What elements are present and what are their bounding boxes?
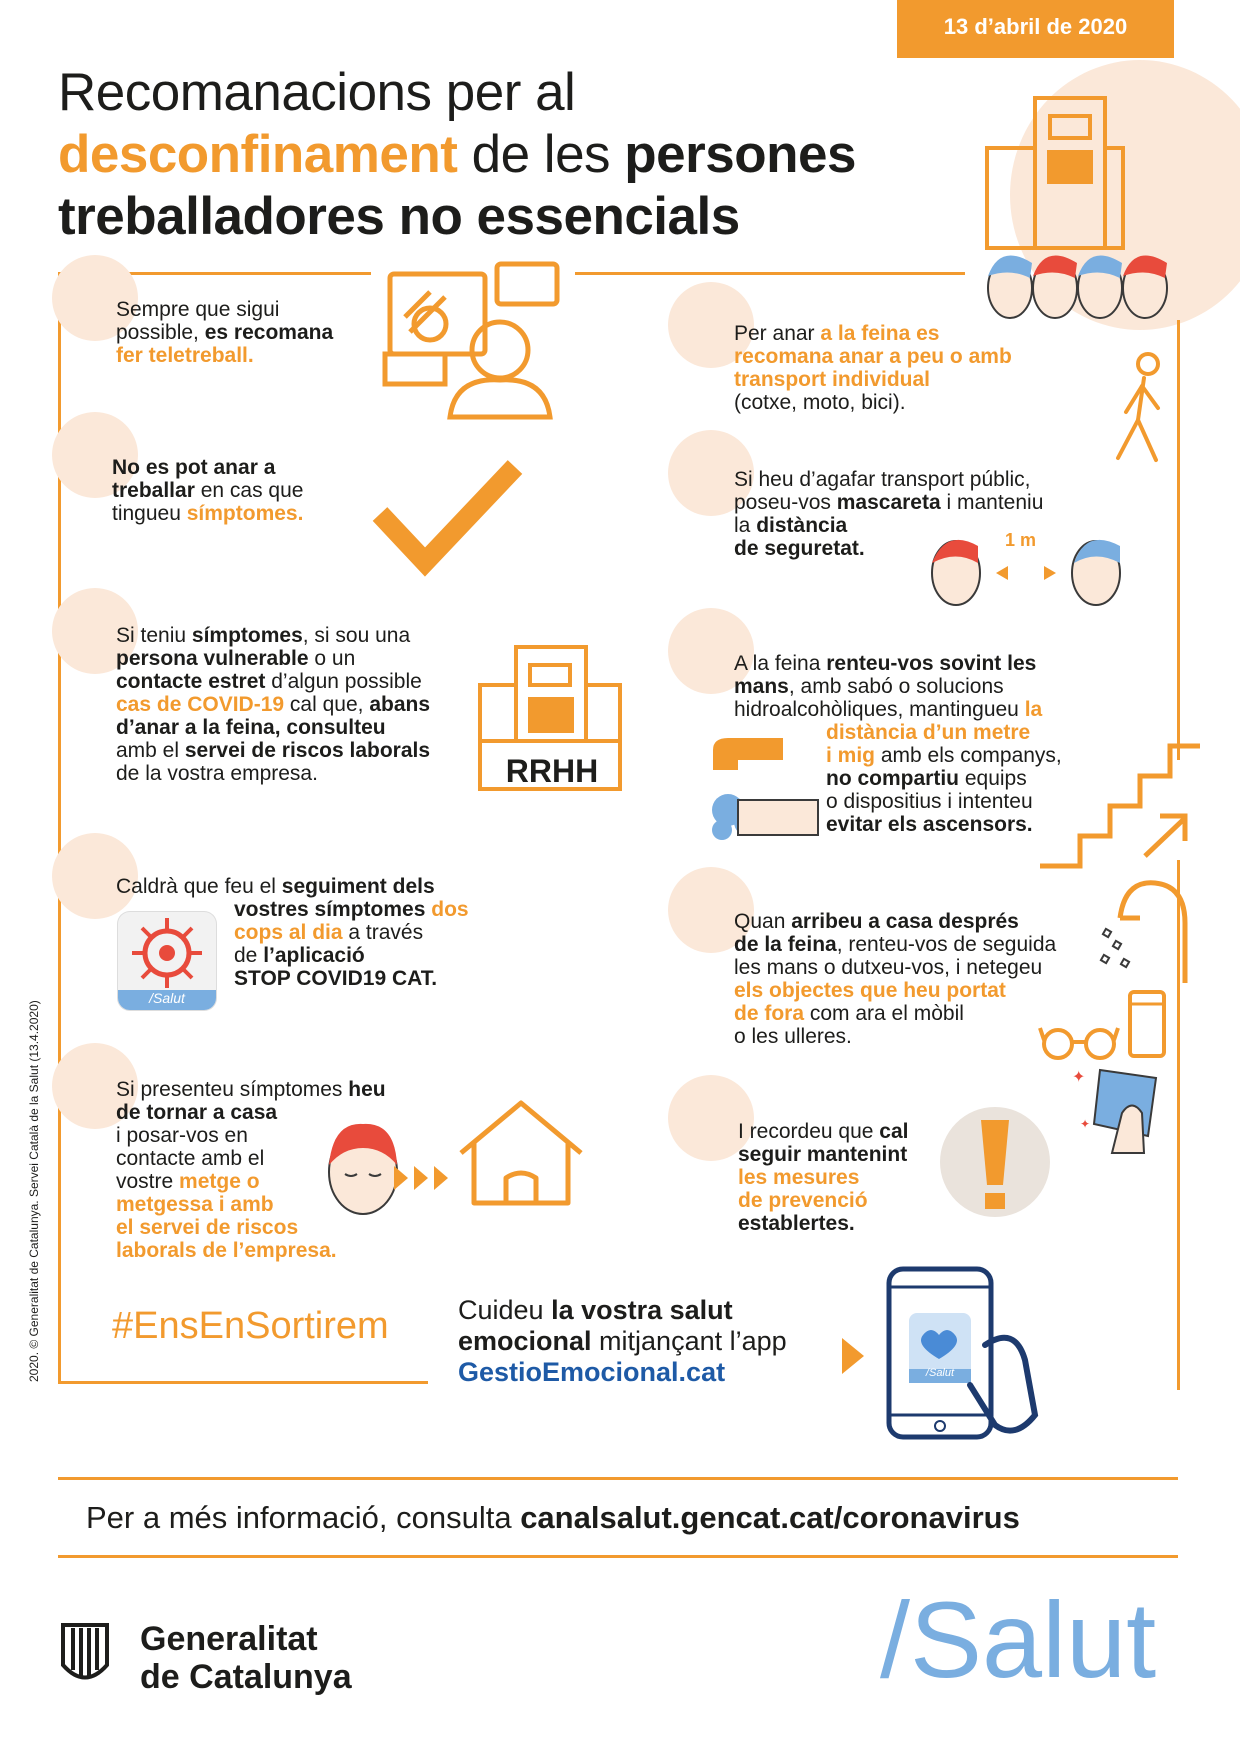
mobile-phone-icon	[1128, 990, 1168, 1060]
text-segment: es recomana	[204, 321, 334, 344]
recommendation-remember	[738, 1120, 908, 1235]
text-segment: poseu-vos	[734, 491, 837, 514]
text-segment: o les ulleres.	[734, 1025, 852, 1048]
text-segment: contacte estret	[116, 670, 266, 693]
text-segment: de fora	[734, 1002, 805, 1025]
text-segment: Per anar	[734, 322, 821, 345]
text-segment: heu	[348, 1078, 386, 1101]
text-segment: cal que,	[284, 693, 370, 716]
text-segment: la	[734, 514, 757, 537]
text-segment: No es pot anar a	[112, 456, 276, 479]
text-segment: mascareta	[836, 491, 941, 514]
emotional-line2	[458, 1326, 787, 1357]
text-segment: metge o	[179, 1170, 260, 1193]
text-segment: servei de riscos laborals	[184, 739, 431, 762]
stopcovid-app-label: /Salut	[149, 990, 185, 1006]
telework-icon	[385, 262, 575, 422]
recommendation-hygiene-b	[826, 721, 1062, 836]
smartphone-icon	[885, 1265, 1055, 1445]
text-segment: l’aplicació	[263, 944, 365, 967]
checkmark-icon	[375, 462, 525, 572]
recommendation-home-clean	[734, 910, 1056, 1048]
text-segment: , si sou una	[302, 624, 411, 647]
title-line2-bold: persones	[624, 125, 856, 184]
emotional-line1-b: la vostra salut	[551, 1295, 733, 1325]
title-highlight: desconfinament	[58, 125, 458, 184]
text-segment: distància d’un metre	[826, 721, 1031, 744]
text-segment: cas de COVID-19	[116, 693, 285, 716]
text-segment: evitar els ascensors.	[826, 813, 1033, 836]
emotional-app-link[interactable]: GestioEmocional.cat	[458, 1357, 726, 1387]
text-segment: possible,	[116, 321, 205, 344]
emotional-line2-a: emocional	[458, 1326, 592, 1356]
title-line3: treballadores no essencials	[58, 187, 740, 246]
text-segment: vostres símptomes	[234, 898, 432, 921]
text-segment: equips	[959, 767, 1027, 790]
svg-text:✦: ✦	[1080, 1117, 1091, 1131]
shower-icon	[1100, 878, 1200, 988]
side-credit: 2020. © Generalitat de Catalunya. Servei Català de la Salut (13.4.2020)	[27, 1000, 41, 1382]
text-segment: A la feina	[734, 652, 827, 675]
text-segment: la	[1024, 698, 1043, 721]
workers-group-icon	[980, 238, 1180, 328]
text-segment: establertes.	[738, 1212, 855, 1235]
text-segment: dos	[431, 898, 469, 921]
generalitat-logo-text	[140, 1620, 352, 1696]
emotional-line1-a: Cuideu	[458, 1295, 552, 1325]
text-segment: de tornar a casa	[116, 1101, 278, 1124]
text-segment: d’algun possible	[265, 670, 422, 693]
text-segment: el servei de riscos	[116, 1216, 299, 1239]
title-line2	[58, 124, 958, 186]
text-segment: les mesures	[738, 1166, 860, 1189]
text-segment: (cotxe, moto, bici).	[734, 391, 906, 414]
text-segment: de seguretat.	[734, 537, 865, 560]
text-segment: I recordeu que	[738, 1120, 880, 1143]
text-segment: laborals de l’empresa.	[116, 1239, 337, 1262]
hashtag: #EnsEnSortirem	[112, 1305, 389, 1347]
logo-line1: Generalitat	[140, 1620, 318, 1658]
house-icon	[456, 1098, 586, 1208]
text-segment: com ara el mòbil	[804, 1002, 964, 1025]
date-label: 13 d’abril de 2020	[943, 14, 1128, 39]
text-segment: no compartiu	[826, 767, 960, 790]
text-segment: Sempre que sigui	[116, 298, 280, 321]
text-segment: d’anar a la feina, consulteu	[116, 716, 386, 739]
text-segment: persona vulnerable	[116, 647, 309, 670]
svg-text:✦: ✦	[1072, 1069, 1086, 1086]
text-segment: cal	[879, 1120, 909, 1143]
text-segment: distància	[756, 514, 848, 537]
text-segment: hidroalcohòliques, mantingueu	[734, 698, 1025, 721]
recommendation-telework	[116, 298, 333, 367]
office-building-icon	[985, 88, 1125, 248]
sick-person-icon	[323, 1120, 403, 1220]
emotional-health-text	[458, 1295, 787, 1388]
text-segment: cops al dia	[234, 921, 343, 944]
recommendation-tracking-b	[234, 898, 469, 990]
text-segment: o un	[308, 647, 356, 670]
more-info-label: Per a més informació, consulta	[86, 1500, 521, 1535]
logo-line2: de Catalunya	[140, 1658, 352, 1696]
cleaning-cloth-icon	[1072, 1058, 1182, 1158]
text-segment: Si presenteu símptomes	[116, 1078, 349, 1101]
text-segment: i posar-vos en	[116, 1124, 248, 1147]
text-segment: seguiment dels	[281, 875, 435, 898]
text-segment: a través	[342, 921, 424, 944]
glasses-icon	[1040, 1020, 1120, 1060]
text-segment: contacte amb el	[116, 1147, 265, 1170]
text-segment: Caldrà que feu el	[116, 875, 282, 898]
text-segment: Quan	[734, 910, 792, 933]
recommendation-consult	[116, 624, 430, 785]
text-segment: els objectes que heu portat	[734, 979, 1006, 1002]
salut-brand: /Salut	[880, 1579, 1157, 1700]
title-line1: Recomanacions per al	[58, 63, 576, 122]
text-segment: i manteniu	[940, 491, 1044, 514]
text-segment: , renteu-vos de seguida	[836, 933, 1057, 956]
text-segment: treballar	[112, 479, 195, 502]
text-segment: amb els companys,	[875, 744, 1062, 767]
text-segment: arribeu a casa després	[791, 910, 1019, 933]
recommendation-symptoms	[112, 456, 303, 525]
frame-top-right	[575, 272, 965, 275]
more-info	[86, 1500, 1020, 1536]
info-bottom-line	[58, 1555, 1178, 1558]
phone-app-label: /Salut	[925, 1367, 955, 1379]
text-segment: de	[234, 944, 264, 967]
text-segment: , amb sabó o solucions	[788, 675, 1004, 698]
text-segment: Si teniu	[116, 624, 192, 647]
exclamation-icon	[975, 1115, 1015, 1215]
frame-bottom-left	[58, 1381, 428, 1384]
text-segment: Si heu d’agafar transport públic,	[734, 468, 1031, 491]
text-segment: de la feina	[734, 933, 837, 956]
generalitat-emblem-icon	[60, 1620, 110, 1690]
text-segment: en cas que	[194, 479, 304, 502]
text-segment: fer teletreball.	[116, 344, 254, 367]
text-segment: símptomes.	[186, 502, 304, 525]
text-segment: transport individual	[734, 368, 931, 391]
emotional-line2-b: mitjançant l’app	[591, 1326, 787, 1356]
text-segment: símptomes	[191, 624, 303, 647]
walking-person-icon	[1108, 350, 1188, 470]
recommendation-hygiene-a	[734, 652, 1042, 721]
text-segment: metgessa i amb	[116, 1193, 274, 1216]
hand-washing-icon	[708, 730, 838, 840]
page-title	[58, 62, 958, 248]
distance-label: 1 m	[1005, 530, 1037, 550]
text-segment: seguir mantenint	[738, 1143, 908, 1166]
text-segment: mans	[734, 675, 789, 698]
play-arrow-icon	[842, 1338, 864, 1374]
text-segment: STOP COVID19 CAT.	[234, 967, 438, 990]
text-segment: de prevenció	[738, 1189, 868, 1212]
text-segment: abans	[369, 693, 431, 716]
forward-arrows-icon	[394, 1163, 454, 1193]
stairs-icon	[1040, 736, 1200, 876]
text-segment: les mans o dutxeu-vos, i netegeu	[734, 956, 1043, 979]
text-segment: tingueu	[112, 502, 187, 525]
text-segment: vostre	[116, 1170, 180, 1193]
text-segment: a la feina es	[820, 322, 940, 345]
text-segment: i mig	[826, 744, 876, 767]
more-info-link[interactable]: canalsalut.gencat.cat/coronavirus	[520, 1500, 1020, 1535]
text-segment: amb el	[116, 739, 185, 762]
emotional-line1	[458, 1295, 787, 1326]
virus-icon	[132, 918, 202, 988]
text-segment: de la vostra empresa.	[116, 762, 318, 785]
text-segment: renteu-vos sovint les	[826, 652, 1037, 675]
title-line2-part: de les	[457, 125, 625, 184]
info-top-line	[58, 1477, 1178, 1480]
recommendation-tracking-a	[116, 875, 435, 898]
text-segment: o dispositius i intenteu	[826, 790, 1033, 813]
recommendation-commute	[734, 322, 1012, 414]
hr-label: RRHH	[505, 753, 599, 789]
text-segment: recomana anar a peu o amb	[734, 345, 1012, 368]
